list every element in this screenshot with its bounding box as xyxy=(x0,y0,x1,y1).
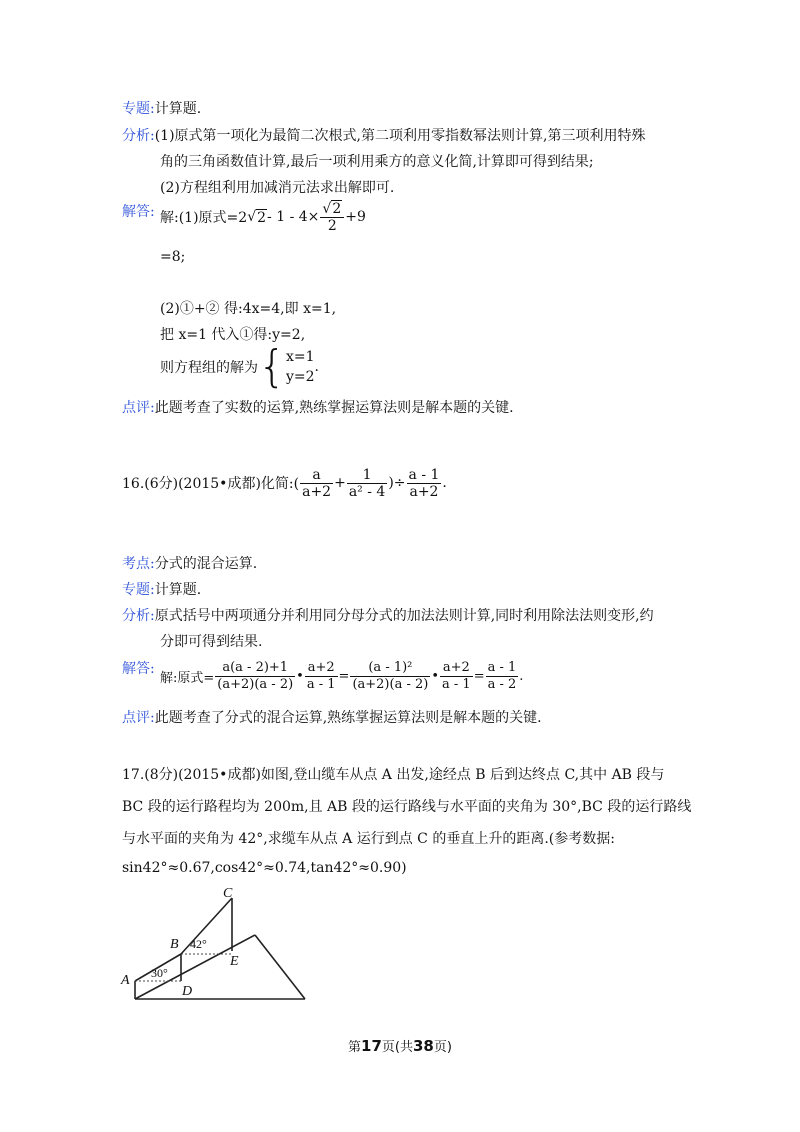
q16-stem-prefix: 16.(6分)(2015•成都)化简:( xyxy=(122,476,300,492)
kaodian-label: 考点: xyxy=(122,556,155,572)
q15-fenxi-row xyxy=(122,125,645,145)
q15-sys-end: . xyxy=(314,359,319,375)
q16-jie-frac-4: $\frac{a+2}{a - 1}$ xyxy=(442,659,471,692)
q17-line-1: 17.(8分)(2015•成都)如图,登山缆车从点 A 出发,途经点 B 后到达终点 C,其中 AB 段与 xyxy=(122,767,665,783)
q15-fenxi-line-2: 角的三角函数值计算,最后一项利用乘方的意义化简,计算即可得到结果; xyxy=(160,154,594,170)
page-footer xyxy=(0,1036,800,1055)
current-page-number: 17 xyxy=(361,1037,382,1055)
q15-zhuanti-text: 计算题. xyxy=(154,101,202,117)
q15-dianping-text: 此题考查了实数的运算,熟练掌握运算法则是解本题的关键. xyxy=(154,400,514,416)
q16-frac-1: $\frac{a}{a+2}$ xyxy=(302,466,332,500)
q16-jie-prefix: 解:原式= xyxy=(160,670,215,686)
q16-rparen-div: )÷ xyxy=(388,475,406,491)
angle-label-42: 42° xyxy=(190,937,207,951)
q16-jie-eq-1: = xyxy=(338,668,350,684)
fraction-sqrt2-over-2 xyxy=(320,200,344,234)
q15-jie-2-line-1: (2)①+② 得:4x=4,即 x=1, xyxy=(160,301,337,317)
solution-x: x=1 xyxy=(286,349,315,365)
q15-jie-2-line-3 xyxy=(160,341,319,392)
q17-line-2: BC 段的运行路程均为 200m,且 AB 段的运行路线与水平面的夹角为 30°,BC 段的运行路线 xyxy=(122,799,692,815)
fenxi-label: 分析: xyxy=(122,128,155,144)
q16-fenxi-row xyxy=(122,605,654,625)
point-label-e: E xyxy=(230,954,239,969)
q16-jie-frac-1: $\frac{a(a - 2)+1}{(a+2)(a - 2)}$ xyxy=(217,659,294,692)
point-label-a: A xyxy=(121,973,130,988)
q16-jie xyxy=(160,654,523,698)
q16-plus: + xyxy=(334,475,346,491)
q15-fenxi-line-1: (1)原式第一项化为最简二次根式,第二项利用零指数幂法则计算,第三项利用特殊 xyxy=(154,128,646,144)
zhuanti-label: 专题: xyxy=(122,582,155,598)
q16-kaodian-row xyxy=(122,553,257,573)
q15-jie-1 xyxy=(160,197,366,237)
point-label-b: B xyxy=(170,937,179,952)
q15-jie-2-line-3-text: 则方程组的解为 xyxy=(160,360,258,376)
solution-y: y=2 xyxy=(286,369,315,385)
q15-dianping-row xyxy=(122,397,514,417)
cable-car-figure xyxy=(115,885,315,1010)
mountain-right-slope xyxy=(255,935,305,999)
dianping-label: 点评: xyxy=(122,400,155,416)
q16-fenxi-line-1: 原式括号中两项通分并利用同分母分式的加法法则计算,同时利用除法法则变形,约 xyxy=(154,608,654,624)
q16-frac-2: $\frac{1}{\text{a² - 4}}$ xyxy=(348,466,386,500)
q16-dianping-text: 此题考查了分式的混合运算,熟练掌握运算法则是解本题的关键. xyxy=(154,710,542,726)
q15-zhuanti-row xyxy=(122,98,201,118)
q16-frac-3: $\frac{a - 1}{a+2}$ xyxy=(408,466,440,500)
q16-jie-end: . xyxy=(519,668,524,684)
left-brace: { xyxy=(258,341,286,392)
q16-stem xyxy=(122,462,447,504)
dianping-label: 点评: xyxy=(122,710,155,726)
q15-jie-1-mid: - 1 - 4× xyxy=(267,209,320,225)
angle-label-30: 30° xyxy=(151,966,168,980)
q16-dianping-row xyxy=(122,707,542,727)
q16-jie-dot-2: • xyxy=(431,668,439,684)
q16-zhuanti-row xyxy=(122,579,201,599)
point-label-c: C xyxy=(223,886,233,901)
sqrt-radicand: 2 xyxy=(257,209,267,226)
footer-mid: 页(共 xyxy=(381,1040,413,1055)
q16-zhuanti-text: 计算题. xyxy=(154,582,202,598)
q16-stem-end: . xyxy=(442,475,447,491)
fraction-numerator: √2 xyxy=(320,200,344,218)
total-page-number: 38 xyxy=(413,1037,434,1055)
point-label-d: D xyxy=(182,984,193,999)
sqrt-sign: √ xyxy=(247,209,257,225)
q16-jie-frac-3: $\frac{\text{(a - 1)²}}{(a+2)(a - 2)}$ xyxy=(352,659,429,692)
q16-fenxi-line-2: 分即可得到结果. xyxy=(160,634,263,650)
equation-system xyxy=(286,347,315,387)
footer-post: 页) xyxy=(433,1040,452,1055)
q15-fenxi-line-3: (2)方程组利用加减消元法求出解即可. xyxy=(160,180,395,196)
q17-line-4: sin42°≈0.67,cos42°≈0.74,tan42°≈0.90) xyxy=(122,860,407,876)
q16-jie-eq-2: = xyxy=(473,668,485,684)
q15-jie-2-line-2: 把 x=1 代入①得:y=2, xyxy=(160,327,306,343)
q17-line-3: 与水平面的夹角为 42°,求缆车从点 A 运行到点 C 的垂直上升的距离.(参考数据: xyxy=(122,831,615,847)
fraction-denominator: 2 xyxy=(327,218,337,234)
q15-jie-1-result: =8; xyxy=(160,249,186,265)
footer-pre: 第 xyxy=(348,1040,362,1055)
jieda-label: 解答: xyxy=(122,661,155,677)
q16-kaodian-text: 分式的混合运算. xyxy=(154,556,258,572)
q15-jie-1-prefix: 解:(1)原式=2 xyxy=(160,210,248,226)
q15-jie-1-end: +9 xyxy=(345,209,366,225)
zhuanti-label: 专题: xyxy=(122,101,155,117)
jieda-label: 解答: xyxy=(122,204,155,220)
q16-jie-frac-5: $\frac{a - 1}{a - 2}$ xyxy=(487,659,517,692)
fenxi-label: 分析: xyxy=(122,608,155,624)
q16-jie-dot-1: • xyxy=(296,668,304,684)
q16-jie-frac-2: $\frac{a+2}{a - 1}$ xyxy=(306,659,336,692)
